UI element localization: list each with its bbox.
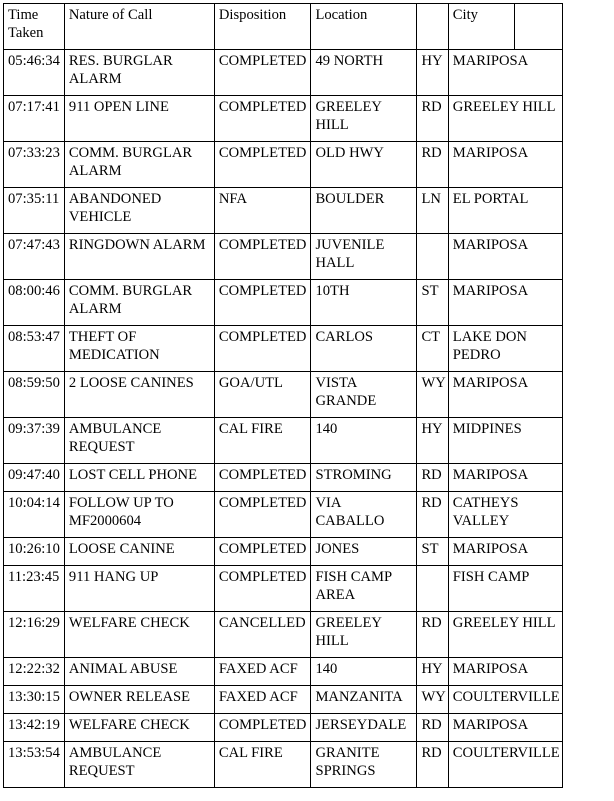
table-row — [4, 464, 563, 492]
cell-location: GREELEY HILL — [311, 612, 417, 658]
cell-location: 10TH — [311, 280, 417, 326]
cell-location: 49 NORTH — [311, 50, 417, 96]
header-blank — [515, 4, 562, 50]
header-disposition: Disposition — [214, 4, 311, 50]
cell-nature: THEFT OF MEDICATION — [64, 326, 214, 372]
cell-location-type: ST — [417, 280, 448, 326]
cell-location: CARLOS — [311, 326, 417, 372]
table-row — [4, 686, 563, 714]
table-row — [4, 142, 563, 188]
cell-time: 12:22:32 — [4, 658, 65, 686]
cell-location-type: WY — [417, 686, 448, 714]
cell-disposition: COMPLETED — [214, 280, 311, 326]
header-location-type — [417, 4, 448, 50]
cell-time: 08:00:46 — [4, 280, 65, 326]
header-location: Location — [311, 4, 417, 50]
table-row — [4, 50, 563, 96]
cell-nature: WELFARE CHECK — [64, 612, 214, 658]
cell-location: OLD HWY — [311, 142, 417, 188]
cell-location-type: HY — [417, 658, 448, 686]
cell-location: MANZANITA — [311, 686, 417, 714]
cell-disposition: COMPLETED — [214, 234, 311, 280]
cell-location-type: RD — [417, 612, 448, 658]
call-log-table — [3, 3, 563, 788]
cell-city: MARIPOSA — [448, 372, 562, 418]
cell-nature: 911 HANG UP — [64, 566, 214, 612]
cell-nature: 911 OPEN LINE — [64, 96, 214, 142]
cell-nature: RES. BURGLAR ALARM — [64, 50, 214, 96]
cell-location: JONES — [311, 538, 417, 566]
cell-location: GREELEY HILL — [311, 96, 417, 142]
cell-disposition: FAXED ACF — [214, 658, 311, 686]
cell-city: MARIPOSA — [448, 280, 562, 326]
cell-time: 07:47:43 — [4, 234, 65, 280]
table-row — [4, 372, 563, 418]
cell-nature: FOLLOW UP TO MF2000604 — [64, 492, 214, 538]
cell-location: GRANITE SPRINGS — [311, 742, 417, 788]
cell-time: 10:26:10 — [4, 538, 65, 566]
cell-time: 09:37:39 — [4, 418, 65, 464]
cell-nature: AMBULANCE REQUEST — [64, 418, 214, 464]
cell-time: 05:46:34 — [4, 50, 65, 96]
table-row — [4, 326, 563, 372]
cell-city: EL PORTAL — [448, 188, 562, 234]
cell-location: STROMING — [311, 464, 417, 492]
cell-time: 10:04:14 — [4, 492, 65, 538]
cell-location: FISH CAMP AREA — [311, 566, 417, 612]
cell-city: MARIPOSA — [448, 714, 562, 742]
cell-time: 13:42:19 — [4, 714, 65, 742]
cell-location-type: RD — [417, 714, 448, 742]
cell-city: MIDPINES — [448, 418, 562, 464]
table-row — [4, 96, 563, 142]
table-row — [4, 234, 563, 280]
table-row — [4, 492, 563, 538]
cell-disposition: COMPLETED — [214, 492, 311, 538]
table-row — [4, 566, 563, 612]
cell-location-type: CT — [417, 326, 448, 372]
cell-disposition: COMPLETED — [214, 326, 311, 372]
cell-location: 140 — [311, 418, 417, 464]
cell-location-type: RD — [417, 492, 448, 538]
cell-city: MARIPOSA — [448, 50, 562, 96]
cell-nature: WELFARE CHECK — [64, 714, 214, 742]
cell-nature: LOOSE CANINE — [64, 538, 214, 566]
cell-city: MARIPOSA — [448, 538, 562, 566]
cell-disposition: CAL FIRE — [214, 418, 311, 464]
table-body — [4, 50, 563, 788]
header-city: City — [448, 4, 514, 50]
table-row — [4, 188, 563, 234]
cell-disposition: CANCELLED — [214, 612, 311, 658]
cell-nature: LOST CELL PHONE — [64, 464, 214, 492]
cell-nature: OWNER RELEASE — [64, 686, 214, 714]
cell-disposition: COMPLETED — [214, 714, 311, 742]
cell-location-type: ST — [417, 538, 448, 566]
cell-location: JERSEYDALE — [311, 714, 417, 742]
cell-location: BOULDER — [311, 188, 417, 234]
cell-location-type: WY — [417, 372, 448, 418]
cell-location-type: HY — [417, 418, 448, 464]
cell-disposition: GOA/UTL — [214, 372, 311, 418]
cell-time: 08:53:47 — [4, 326, 65, 372]
cell-city: LAKE DON PEDRO — [448, 326, 562, 372]
cell-time: 13:30:15 — [4, 686, 65, 714]
cell-city: MARIPOSA — [448, 142, 562, 188]
cell-city: CATHEYS VALLEY — [448, 492, 562, 538]
cell-city: MARIPOSA — [448, 464, 562, 492]
cell-nature: COMM. BURGLAR ALARM — [64, 280, 214, 326]
header-time-taken: Time Taken — [4, 4, 65, 50]
cell-nature: AMBULANCE REQUEST — [64, 742, 214, 788]
cell-location: JUVENILE HALL — [311, 234, 417, 280]
cell-disposition: COMPLETED — [214, 96, 311, 142]
cell-location-type: RD — [417, 742, 448, 788]
cell-nature: RINGDOWN ALARM — [64, 234, 214, 280]
cell-time: 11:23:45 — [4, 566, 65, 612]
cell-location: VIA CABALLO — [311, 492, 417, 538]
cell-time: 07:17:41 — [4, 96, 65, 142]
cell-location-type — [417, 234, 448, 280]
table-row — [4, 538, 563, 566]
table-row — [4, 612, 563, 658]
cell-city: MARIPOSA — [448, 234, 562, 280]
cell-nature: ANIMAL ABUSE — [64, 658, 214, 686]
cell-nature: ABANDONED VEHICLE — [64, 188, 214, 234]
cell-disposition: COMPLETED — [214, 50, 311, 96]
cell-time: 08:59:50 — [4, 372, 65, 418]
cell-disposition: COMPLETED — [214, 142, 311, 188]
cell-time: 07:35:11 — [4, 188, 65, 234]
cell-location-type: LN — [417, 188, 448, 234]
cell-location-type: RD — [417, 142, 448, 188]
cell-location-type: RD — [417, 96, 448, 142]
call-log-document — [3, 3, 563, 788]
cell-location-type: RD — [417, 464, 448, 492]
cell-location: VISTA GRANDE — [311, 372, 417, 418]
cell-location-type — [417, 566, 448, 612]
cell-city: COULTERVILLE — [448, 686, 562, 714]
cell-city: MARIPOSA — [448, 658, 562, 686]
table-row — [4, 714, 563, 742]
cell-disposition: FAXED ACF — [214, 686, 311, 714]
cell-location-type: HY — [417, 50, 448, 96]
cell-nature: COMM. BURGLAR ALARM — [64, 142, 214, 188]
cell-disposition: COMPLETED — [214, 566, 311, 612]
cell-city: FISH CAMP — [448, 566, 562, 612]
cell-time: 12:16:29 — [4, 612, 65, 658]
table-header-row — [4, 4, 563, 50]
cell-time: 07:33:23 — [4, 142, 65, 188]
cell-disposition: CAL FIRE — [214, 742, 311, 788]
cell-disposition: COMPLETED — [214, 538, 311, 566]
cell-time: 09:47:40 — [4, 464, 65, 492]
header-nature-of-call: Nature of Call — [64, 4, 214, 50]
cell-nature: 2 LOOSE CANINES — [64, 372, 214, 418]
cell-disposition: COMPLETED — [214, 464, 311, 492]
table-row — [4, 658, 563, 686]
cell-city: GREELEY HILL — [448, 96, 562, 142]
cell-city: COULTERVILLE — [448, 742, 562, 788]
cell-city: GREELEY HILL — [448, 612, 562, 658]
cell-time: 13:53:54 — [4, 742, 65, 788]
table-row — [4, 418, 563, 464]
table-row — [4, 742, 563, 788]
cell-location: 140 — [311, 658, 417, 686]
cell-disposition: NFA — [214, 188, 311, 234]
table-row — [4, 280, 563, 326]
